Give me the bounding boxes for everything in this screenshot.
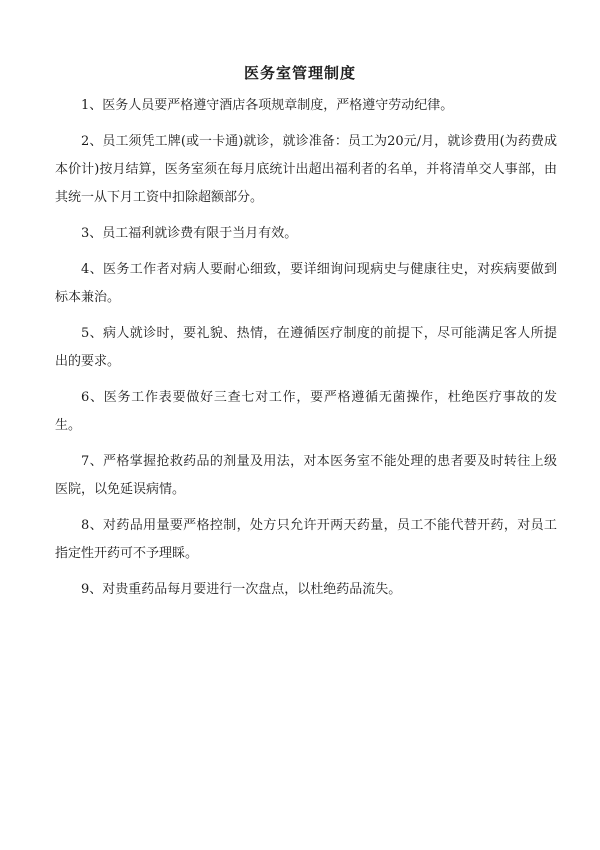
rule-item-3: 3、员工福利就诊费有限于当月有效。 xyxy=(81,226,298,241)
rule-item-2: 2、员工须凭工牌(或一卡通)就诊，就诊准备：员工为20元/月，就诊费用(为药费成本价计)按月结算，医务室须在每月底统计出超出福利者的名单，并将清单交人事部，由其统一从下月工资中扣除超额部分。 xyxy=(55,134,557,205)
rule-item-4: 4、医务工作者对病人要耐心细致，要详细询问现病史与健康往史，对疾病要做到标本兼治。 xyxy=(55,262,557,305)
rule-item-7: 7、严格掌握抢救药品的剂量及用法，对本医务室不能处理的患者要及时转往上级医院，以免延误病情。 xyxy=(55,454,557,497)
rule-item-8: 8、对药品用量要严格控制，处方只允许开两天药量，员工不能代替开药，对员工指定性开药可不予理睬。 xyxy=(55,518,557,561)
rule-item-5: 5、病人就诊时，要礼貌、热情，在遵循医疗制度的前提下，尽可能满足客人所提出的要求。 xyxy=(55,326,557,369)
document-title: 医务室管理制度 xyxy=(243,64,356,82)
rule-item-1: 1、医务人员要严格遵守酒店各项规章制度，严格遵守劳动纪律。 xyxy=(81,98,454,113)
rule-item-6: 6、医务工作表要做好三查七对工作，要严格遵循无菌操作，杜绝医疗事故的发生。 xyxy=(55,390,557,433)
rules-list xyxy=(55,92,557,612)
rule-item-9: 9、对贵重药品每月要进行一次盘点，以杜绝药品流失。 xyxy=(81,582,402,597)
